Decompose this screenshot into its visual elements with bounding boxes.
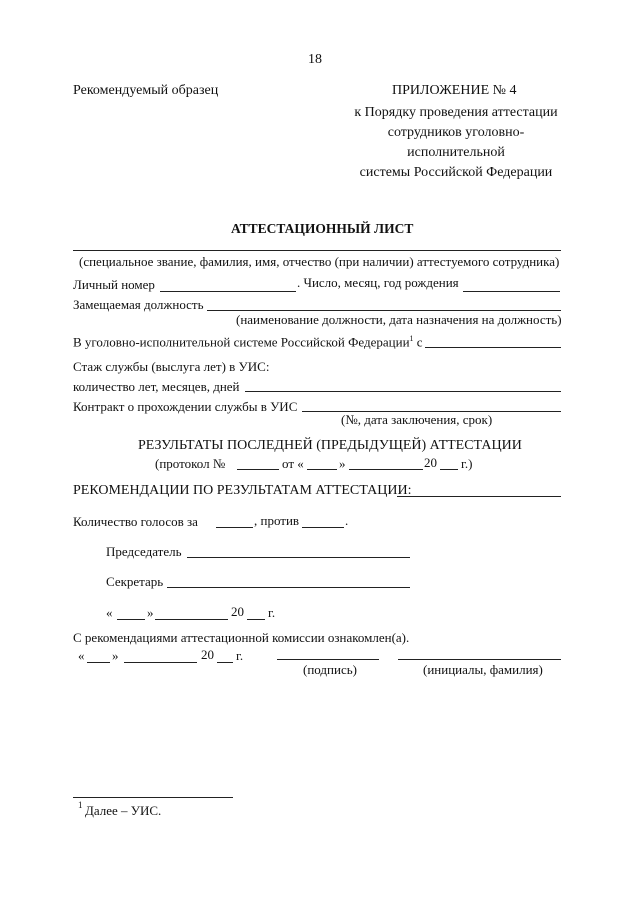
personal-number-label: Личный номер xyxy=(73,277,155,292)
secretary-label: Секретарь xyxy=(106,574,164,589)
ack-quote-open: « xyxy=(78,648,85,663)
chairman-field[interactable] xyxy=(187,557,410,558)
date-quote-close: » xyxy=(147,605,154,620)
ack-month-field[interactable] xyxy=(124,662,197,663)
appendix-block xyxy=(330,103,582,183)
appendix-title: ПРИЛОЖЕНИЕ № 4 xyxy=(392,83,517,98)
votes-against-label: , против xyxy=(254,513,300,528)
in-uis-suffix: с xyxy=(416,334,423,350)
protocol-year-field[interactable] xyxy=(440,469,458,470)
birth-date-field[interactable] xyxy=(463,291,560,292)
ack-year-prefix: 20 xyxy=(201,647,214,662)
appendix-line: системы Российской Федерации xyxy=(359,165,553,180)
signature-caption: (подпись) xyxy=(303,662,357,677)
ack-year-suffix: г. xyxy=(236,648,244,663)
initials-caption: (инициалы, фамилия) xyxy=(423,662,543,677)
ack-day-field[interactable] xyxy=(87,662,110,663)
votes-end: . xyxy=(345,513,349,528)
personal-number-field[interactable] xyxy=(160,291,296,292)
position-caption: (наименование должности, дата назначения на должность) xyxy=(236,312,562,327)
votes-for-label: Количество голосов за xyxy=(73,514,198,529)
protocol-year-prefix: 20 xyxy=(424,455,437,470)
footnote-mark: 1 xyxy=(78,800,83,810)
contract-label: Контракт о прохождении службы в УИС xyxy=(73,399,298,414)
protocol-open: (протокол № xyxy=(155,456,226,471)
protocol-number-field[interactable] xyxy=(237,469,279,470)
contract-caption: (№, дата заключения, срок) xyxy=(341,412,493,427)
footnote-separator xyxy=(73,797,233,798)
name-field-line[interactable] xyxy=(73,250,561,251)
votes-against-field[interactable] xyxy=(302,527,344,528)
experience-label: Стаж службы (выслуга лет) в УИС: xyxy=(73,359,270,374)
ack-quote-close: » xyxy=(112,648,119,663)
signature-field[interactable] xyxy=(277,659,379,660)
birth-date-label: . Число, месяц, год рождения xyxy=(297,275,459,290)
initials-field[interactable] xyxy=(398,659,561,660)
votes-for-field[interactable] xyxy=(216,527,253,528)
ack-year-field[interactable] xyxy=(217,662,233,663)
form-title: АТТЕСТАЦИОННЫЙ ЛИСТ xyxy=(231,221,414,236)
recommended-sample-label: Рекомендуемый образец xyxy=(73,83,219,98)
recommendations-field[interactable] xyxy=(397,496,561,497)
recommendations-label: РЕКОМЕНДАЦИИ ПО РЕЗУЛЬТАТАМ АТТЕСТАЦИИ: xyxy=(73,483,412,498)
results-title: РЕЗУЛЬТАТЫ ПОСЛЕДНЕЙ (ПРЕДЫДУЩЕЙ) АТТЕСТАЦИИ xyxy=(138,438,522,453)
protocol-quote-close: » xyxy=(339,456,346,471)
name-caption: (специальное звание, фамилия, имя, отчество (при наличии) аттестуемого сотрудника) xyxy=(79,254,560,269)
in-uis-prefix: В уголовно-исполнительной системе Российской Федерации xyxy=(73,334,410,350)
page-number: 18 xyxy=(308,52,322,67)
years-count-field[interactable] xyxy=(245,391,561,392)
appendix-line: к Порядку проведения аттестации xyxy=(354,105,558,120)
date-year-suffix: г. xyxy=(268,605,276,620)
date-year-prefix: 20 xyxy=(231,604,244,619)
position-label: Замещаемая должность xyxy=(73,297,204,312)
protocol-month-field[interactable] xyxy=(349,469,423,470)
protocol-year-suffix: г.) xyxy=(461,456,473,471)
position-field[interactable] xyxy=(207,310,561,311)
appendix-line: исполнительной xyxy=(407,145,505,160)
in-uis-field[interactable] xyxy=(425,347,561,348)
protocol-from: от « xyxy=(282,456,304,471)
date-day-field[interactable] xyxy=(117,619,145,620)
footnote-text: Далее – УИС. xyxy=(85,803,162,818)
acquainted-text: С рекомендациями аттестационной комиссии ознакомлен(а). xyxy=(73,630,410,645)
footnote-mark-ref: 1 xyxy=(409,334,414,343)
date-month-field[interactable] xyxy=(155,619,228,620)
appendix-line: сотрудников уголовно- xyxy=(387,125,525,140)
secretary-field[interactable] xyxy=(167,587,410,588)
in-uis-label xyxy=(73,334,423,350)
years-count-label: количество лет, месяцев, дней xyxy=(73,379,240,394)
date-year-field[interactable] xyxy=(247,619,265,620)
chairman-label: Председатель xyxy=(106,544,182,559)
date-quote-open: « xyxy=(106,605,113,620)
protocol-day-field[interactable] xyxy=(307,469,337,470)
